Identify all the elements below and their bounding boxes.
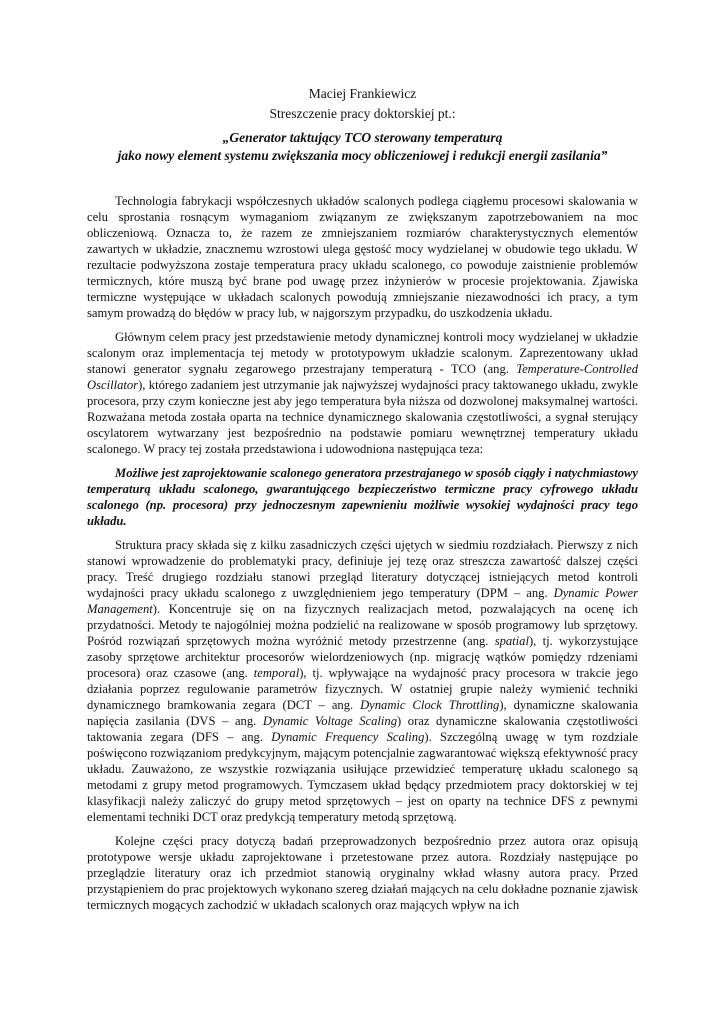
- thesis-title-line-2: jako nowy element systemu zwiększania mocy obliczeniowej i redukcji energii zasilania”: [117, 148, 608, 163]
- paragraph-structure-part-g: ), tj. wpływające na wydajność pracy procesora w trakcie jego działania poprzez regulowanie parametrów fizycznych. W ostatniej grupie należy wymienić techniki dynamicznego bramkowania zegara (DCT – ang.: [87, 666, 638, 712]
- thesis-title-line-1: „Generator taktujący TCO sterowany temperaturą: [222, 130, 503, 145]
- author-name: Maciej Frankiewicz: [308, 86, 417, 101]
- paragraph-structure-part-k: ) oraz dynamiczne skalowania częstotliwości taktowania zegara (DFS – ang.: [87, 714, 639, 744]
- title-spacer: [87, 165, 638, 193]
- paragraph-structure-part-m: ). Szczególną uwagę w tym rozdziale poświęcono rozwiązaniom predykcyjnym, mającym potencjalnie zagwarantować większą efektywność pracy układu. Zauważono, ze wszystkie rozwiązania usiłujące przewidzieć temperaturę układu scalonego są metodami z grupy metod programowych. Tymczasem układ będący przedmiotem pracy doktorskiej w tej klasyfikacji należy zaliczyć do grupy metod sprzętowych – jest on oparty na technice DFS z pewnymi elementami techniki DCT oraz predykcją temperatury metodą sprzętową.: [87, 730, 638, 824]
- document-subtitle: Streszczenie pracy doktorskiej pt.:: [269, 106, 456, 121]
- term-dynamic-power-management: Dynamic Power Management: [87, 586, 638, 616]
- paragraph-structure-part-a: Struktura pracy składa się z kilku zasadniczych części ujętych w siedmiu rozdziałach. Pierwszy z nich stanowi wprowadzenie do problematyki pracy, definiuje jej tezę oraz streszcza zawartość dalszej części pracy. Treść drugiego rozdziału stanowi przegląd literatury dotyczącej istniejących metod kontroli wydajności pracy układu scalonego z uwzględnieniem jego temperatury (DPM – ang.: [87, 538, 638, 600]
- term-dynamic-voltage-scaling: Dynamic Voltage Scaling: [262, 714, 398, 728]
- paragraph-main-goal-part-c: ), którego zadaniem jest utrzymanie jak najwyższej wydajności pracy taktowanego układu, zwykle procesora, przy czym konieczne jest aby jego temperatura była niższa od dozwolonej maksymalnej wartości. Rozważana metoda została oparta na technice dynamicznego skalowania częstotliwości, a sygnał sterujący oscylatorem wytwarzany jest bezpośrednio na podstawie pomiaru wewnętrznej temperatury układu scalonego. W pracy tej została przedstawiona i udowodniona następująca teza:: [87, 378, 638, 456]
- paragraph-research: Kolejne części pracy dotyczą badań przeprowadzonych bezpośrednio przez autora oraz opisują prototypowe wersje układu zaprojektowane i przetestowane przez autora. Rozdziały następujące po przeglądzie literatury oraz ich przedmiot stanowią oryginalny wkład własny autora pracy. Przed przystąpieniem do prac projektowych wykonano szereg działań mających na celu dokładne poznanie zjawisk termicznych mogących zachodzić w układach scalonych oraz mających wpływ na ich: [87, 834, 638, 912]
- paragraph-structure: [87, 537, 638, 825]
- term-dynamic-frequency-scaling: Dynamic Frequency Scaling: [271, 730, 425, 744]
- document-page: [87, 84, 638, 921]
- term-temperature-controlled-oscillator: Temperature-Controlled Oscillator: [87, 362, 638, 392]
- paragraph-structure-part-e: ), tj. wykorzystujące zasoby sprzętowe architektur procesorów wielordzeniowych (np. migrację wątków pomiędzy rdzeniami procesora) oraz czasowe (ang.: [87, 634, 638, 680]
- paragraph-main-goal-part-a: Głównym celem pracy jest przedstawienie metody dynamicznej kontroli mocy wydzielanej w układzie scalonym oraz implementacja tej metody w prototypowym układzie scalonym. Zaprezentowany układ stanowi generator sygnału zegarowego przestrajany temperaturą - TCO (ang.: [87, 330, 638, 376]
- thesis-statement: Możliwe jest zaprojektowanie scalonego generatora przestrajanego w sposób ciągły i natychmiastowy temperaturą układu scalonego, gwarantującego bezpieczeństwo termiczne pracy cyfrowego układu scalonego (np. procesora) przy jednoczesnym zapewnieniu możliwie wysokiej wydajności pracy tego układu.: [87, 466, 638, 528]
- paragraph-structure-part-i: ), dynamiczne skalowania napięcia zasilania (DVS – ang.: [87, 698, 638, 728]
- paragraph-structure-part-c: ). Koncentruje się on na fizycznych realizacjach metod, pozwalających na ocenę ich przydatności. Metody te najogólniej można podzielić na realizowane w sposób programowy lub sprzętowy. Pośród rozwiązań sprzętowych można wyróżnić metody przestrzenne (ang.: [87, 602, 638, 648]
- term-spatial: spatial: [494, 634, 529, 648]
- paragraph-main-goal: [87, 329, 638, 457]
- paragraph-introduction: Technologia fabrykacji współczesnych układów scalonych podlega ciągłemu procesowi skalowania w celu sprostania rosnącym wymaganiom związanym ze zwiększanym zapotrzebowaniem na moc obliczeniową. Oznacza to, że razem ze zmniejszaniem rozmiarów charakterystycznych elementów zawartych w układzie, znacznemu wzrostowi ulega gęstość mocy wydzielanej w obudowie tego układu. W rezultacie podwyższona zostaje temperatura pracy układu scalonego, co powoduje zaistnienie problemów termicznych, które muszą być brane pod uwagę przez inżynierów w procesie projektowania. Zjawiska termiczne występujące w układach scalonych powodują zmniejszanie niezawodności ich pracy, a tym samym prowadzą do błędów w pracy lub, w najgorszym przypadku, do uszkodzenia układu.: [87, 194, 638, 320]
- term-temporal: temporal: [253, 666, 300, 680]
- term-dynamic-clock-throttling: Dynamic Clock Throttling: [360, 698, 500, 712]
